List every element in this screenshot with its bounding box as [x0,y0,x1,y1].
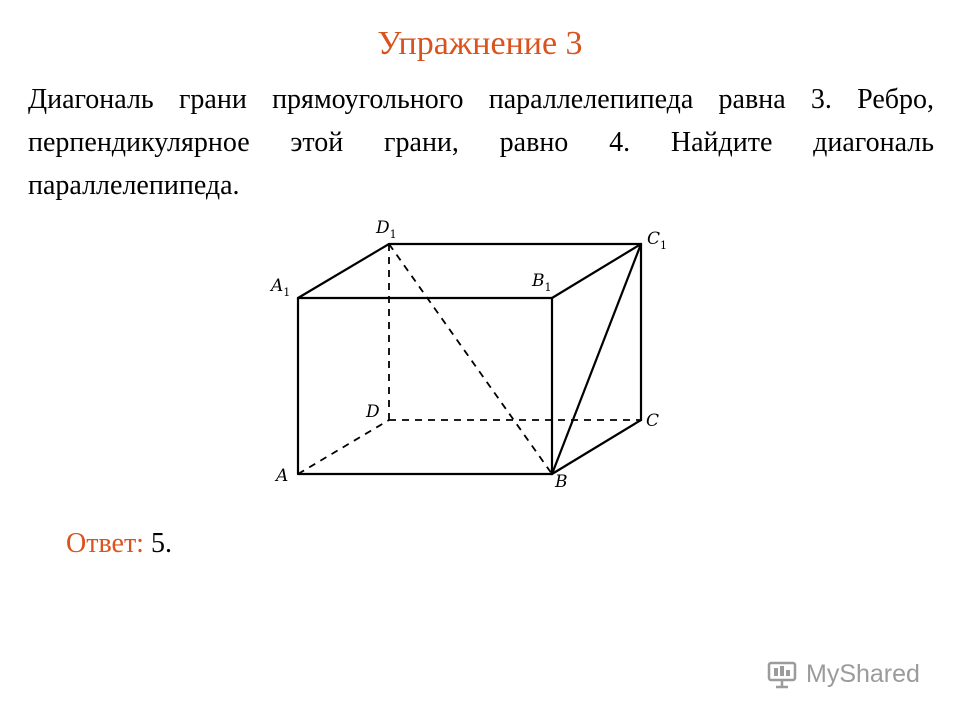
vertex-label-B1: $B_1$ [532,271,552,294]
slide-title: Упражнение 3 [377,25,583,62]
vertex-label-B: B [555,472,568,492]
vertex-label-A1: $A_1$ [271,276,291,299]
problem-text: Диагональ грани прямоугольного параллелепипеда равна 3. Ребро, перпендикулярное этой грани, равно 4. Найдите диагональ параллелепипеда. [28,84,934,201]
watermark [766,656,920,692]
diagonal-BC1 [552,244,641,474]
answer-label: Ответ: [66,528,144,559]
vertex-label-C: C [646,411,660,431]
presentation-icon [766,658,798,690]
vertex-label-C1: $C_1$ [647,229,668,252]
answer [66,528,172,560]
edge-A1D1 [298,244,389,298]
vertex-label-D1: $D_1$ [376,218,397,241]
watermark-text: MyShared [806,659,920,688]
diagonal-D1B-hidden [389,244,552,474]
edge-BC [552,420,641,474]
edge-B1C1 [552,244,641,298]
answer-value: 5. [150,528,172,559]
edge-AD-hidden [298,420,389,474]
vertex-label-A: A [276,466,289,486]
vertex-label-D: D [366,402,380,422]
